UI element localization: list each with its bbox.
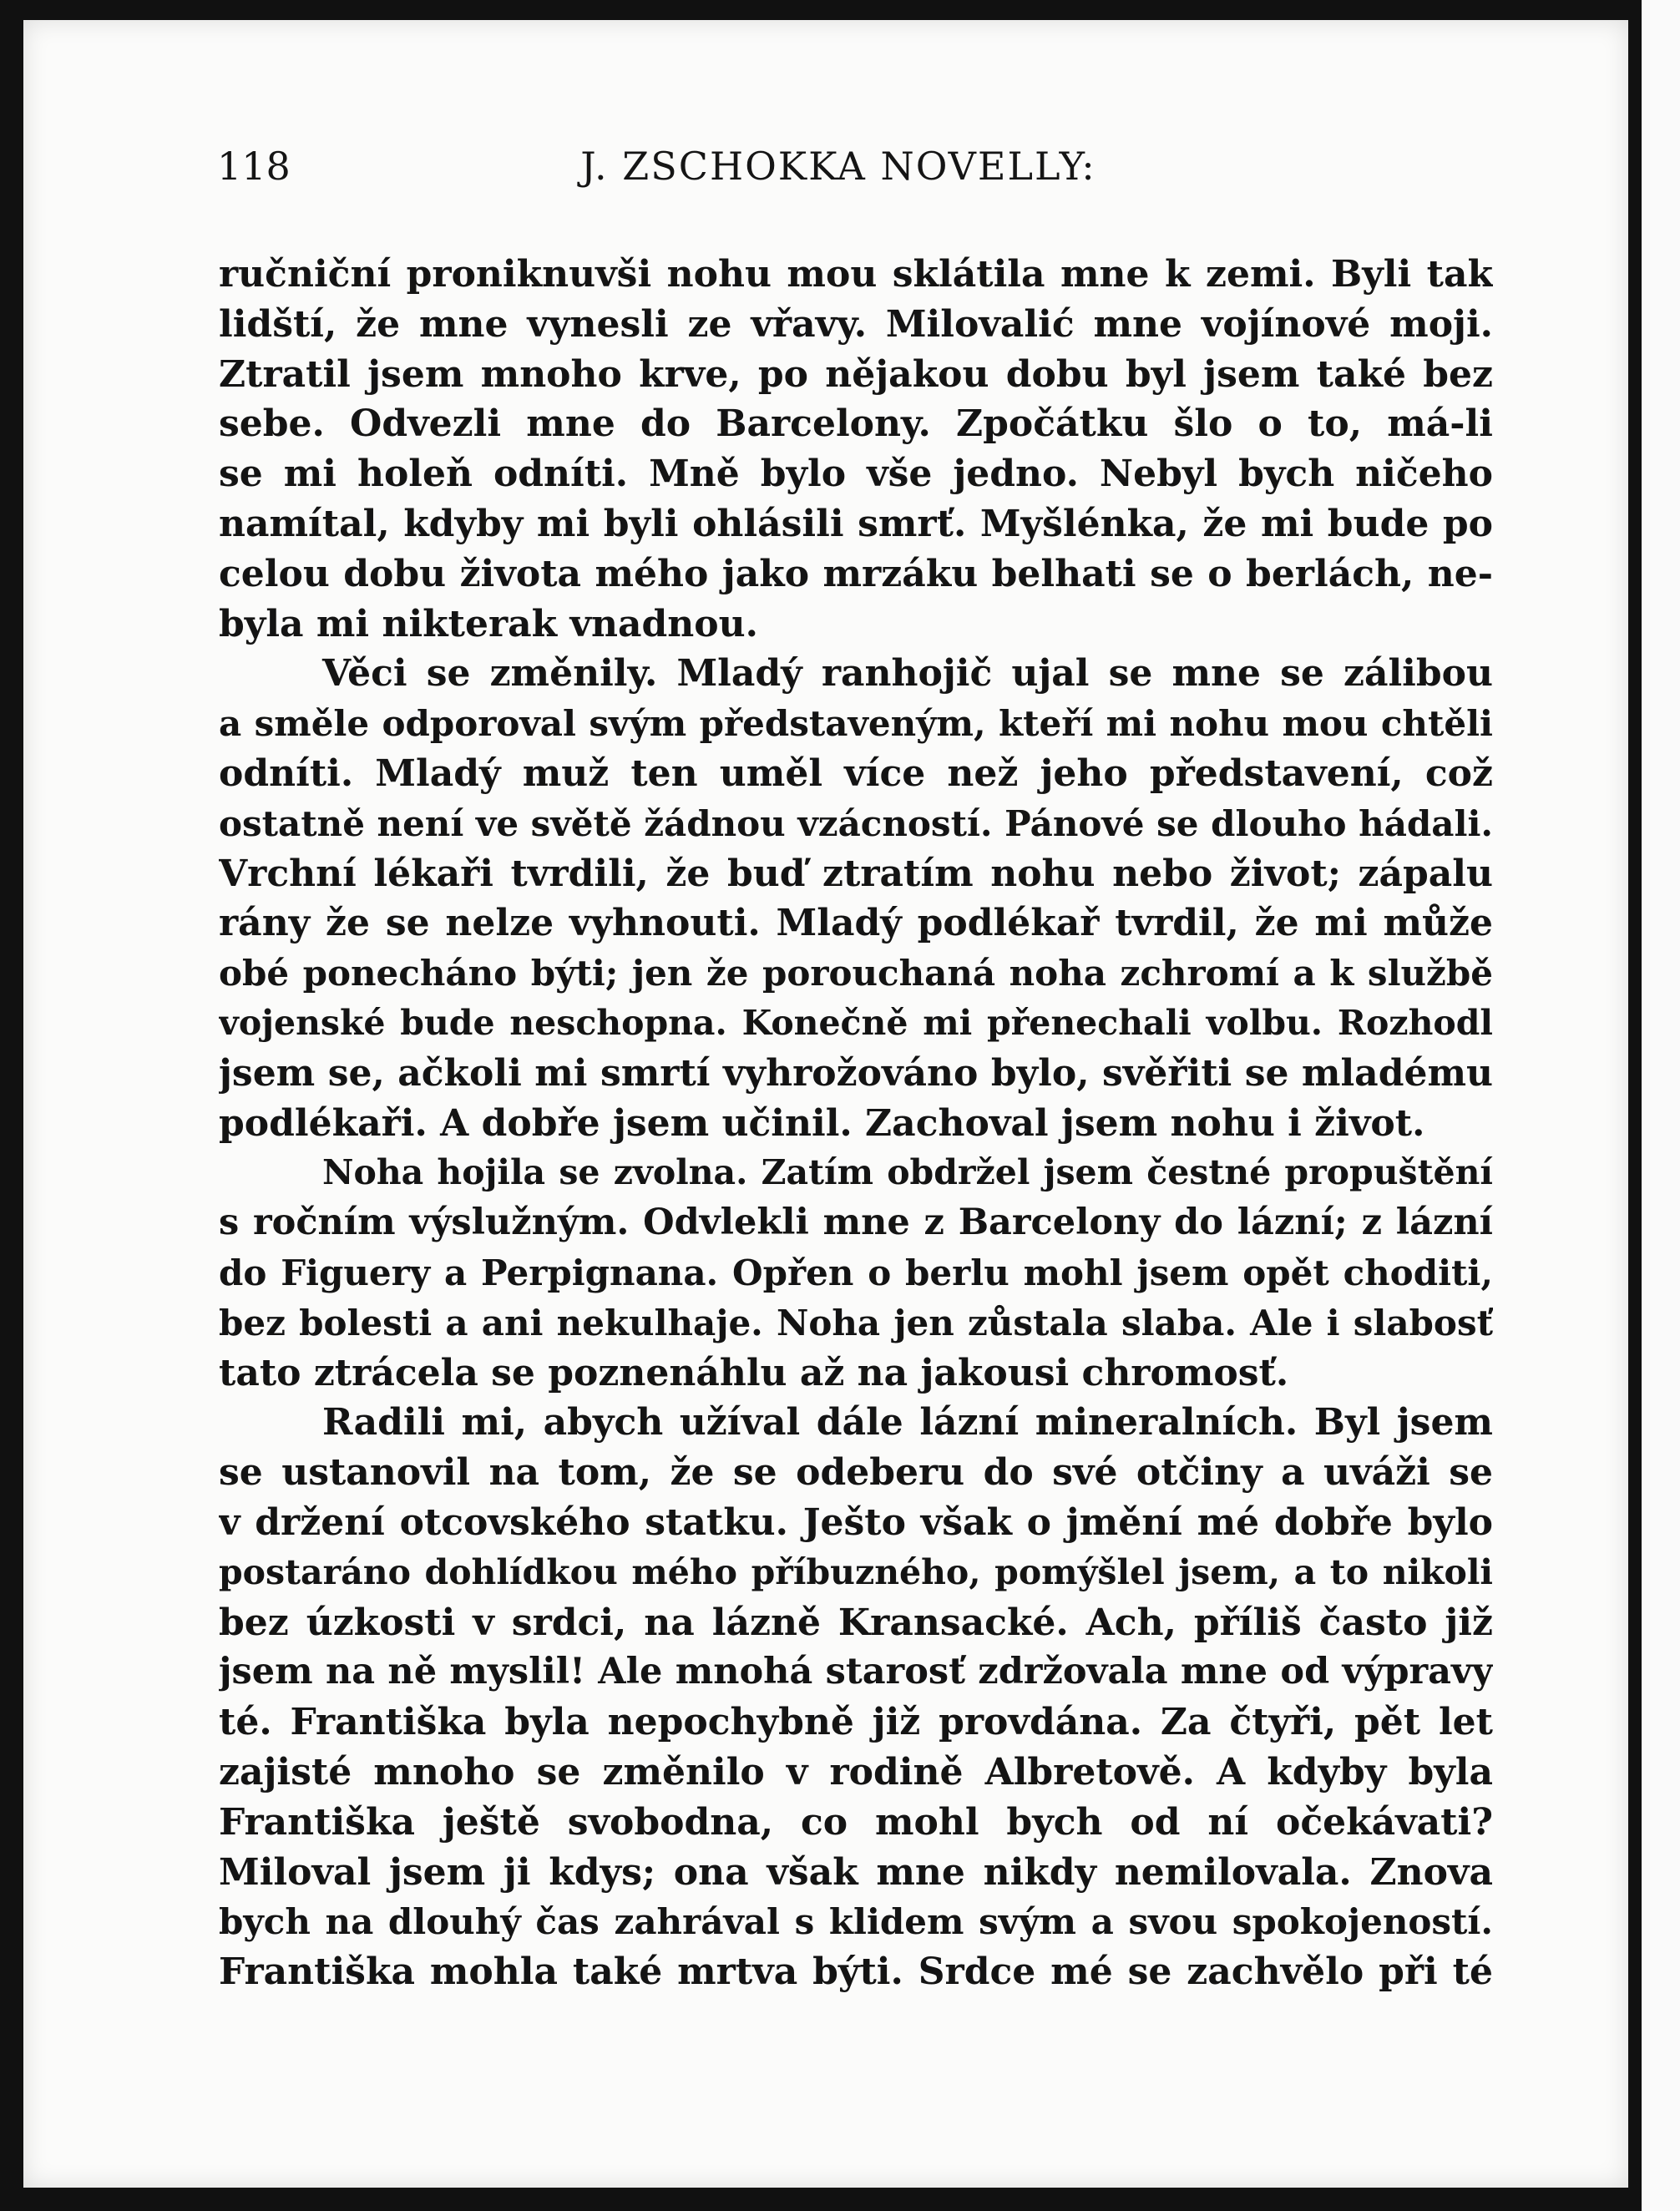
page-number: 118 — [217, 144, 291, 189]
text-line: v držení otcovského statku. Ješto však o jmění mé dobře bylo — [219, 1500, 1493, 1544]
text-line: do Figuery a Perpignana. Opřen o berlu mohl jsem opět choditi, — [219, 1252, 1493, 1293]
text-line: se mi holeň odníti. Mně bylo vše jedno. Nebyl bych ničeho — [219, 453, 1493, 496]
text-line: podlékaři. A dobře jsem učinil. Zachoval jsem nohu i život. — [219, 1101, 1425, 1145]
text-line: byla mi nikterak vnadnou. — [219, 602, 758, 645]
adjacent-page-edge — [1642, 0, 1680, 2211]
text-line: tato ztrácela se poznenáhlu až na jakousi chromosť. — [219, 1351, 1289, 1394]
running-head: J. ZSCHOKKA NOVELLY: — [580, 144, 1096, 189]
text-line: ručniční proniknuvši nohu mou sklátila mne k zemi. Byli tak — [219, 253, 1493, 296]
text-line: se ustanovil na tom, že se odeberu do své otčiny a uváži se — [219, 1451, 1493, 1495]
text-line: a směle odporoval svým představeným, kteří mi nohu mou chtěli — [219, 703, 1493, 745]
text-line: ostatně není ve světě žádnou vzácností. Pánové se dlouho hádali. — [219, 802, 1493, 844]
text-line: jsem se, ačkoli mi smrtí vyhrožováno bylo, svěřiti se mladému — [219, 1051, 1493, 1095]
text-line: Radili mi, abych užíval dále lázní mineralních. Byl jsem — [322, 1401, 1493, 1444]
text-line: postaráno dohlídkou mého příbuzného, pomýšlel jsem, a to nikoli — [219, 1551, 1493, 1592]
text-line: zajisté mnoho se změnilo v rodině Albretově. A kdyby byla — [219, 1750, 1493, 1794]
text-line: namítal, kdyby mi byli ohlásili smrť. Myšlénka, že mi bude po — [219, 502, 1493, 545]
text-line: vojenské bude neschopna. Konečně mi přenechali volbu. Rozhodl — [219, 1002, 1493, 1043]
text-line: Miloval jsem ji kdys; ona však mne nikdy nemilovala. Znova — [219, 1850, 1493, 1894]
text-line: Františka mohla také mrtva býti. Srdce mé se zachvělo při té — [219, 1950, 1493, 1994]
text-line: Noha hojila se zvolna. Zatím obdržel jsem čestné propuštění — [322, 1152, 1493, 1193]
text-line: s ročním výslužným. Odvlekli mne z Barcelony do lázní; z lázní — [219, 1202, 1493, 1244]
text-line: rány že se nelze vyhnouti. Mladý podlékař tvrdil, že mi může — [219, 902, 1493, 945]
text-line: té. Františka byla nepochybně již provdána. Za čtyři, pět let — [219, 1701, 1493, 1744]
text-line: odníti. Mladý muž ten uměl více než jeho představení, což — [219, 751, 1493, 795]
text-line: Františka ještě svobodna, co mohl bych od ní očekávati? — [219, 1800, 1493, 1844]
text-line: bez úzkosti v srdci, na lázně Kransacké. Ach, příliš často již — [219, 1601, 1493, 1644]
text-line: celou dobu života mého jako mrzáku belhati se o berlách, ne- — [219, 552, 1493, 595]
body-text — [219, 250, 1493, 1997]
page-header — [194, 144, 1483, 202]
text-line: bez bolesti a ani nekulhaje. Noha jen zůstala slaba. Ale i slabosť — [219, 1302, 1493, 1343]
text-line: bych na dlouhý čas zahrával s klidem svým a svou spokojeností. — [219, 1901, 1493, 1943]
text-line: Věci se změnily. Mladý ranhojič ujal se mne se zálibou — [322, 652, 1493, 696]
text-line: sebe. Odvezli mne do Barcelony. Zpočátku šlo o to, má-li — [219, 402, 1493, 446]
text-line: obé ponecháno býti; jen že porouchaná noha zchromí a k službě — [219, 953, 1493, 994]
text-line: Ztratil jsem mnoho krve, po nějakou dobu byl jsem také bez — [219, 352, 1493, 396]
text-line: lidští, že mne vynesli ze vřavy. Milovalić mne vojínové moji. — [219, 302, 1493, 346]
text-line: Vrchní lékaři tvrdili, že buď ztratím nohu nebo život; zápalu — [219, 852, 1493, 895]
text-line: jsem na ně myslil! Ale mnohá starosť zdržovala mne od výpravy — [219, 1651, 1493, 1693]
